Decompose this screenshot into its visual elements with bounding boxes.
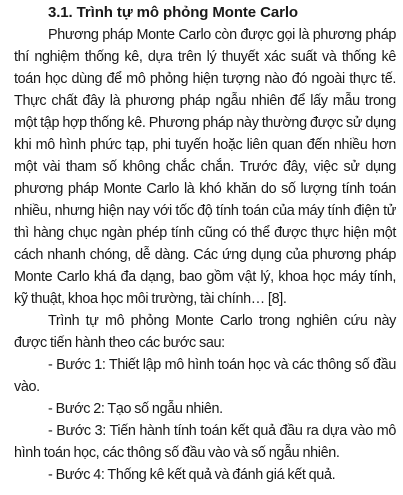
section-heading: 3.1. Trình tự mô phỏng Monte Carlo: [48, 4, 298, 21]
step-1: - Bước 1: Thiết lập mô hình toán học và các thông số đầu vào.: [14, 357, 396, 395]
step-4: - Bước 4: Thống kê kết quả và đánh giá kết quả.: [48, 467, 336, 483]
intro-paragraph: Phương pháp Monte Carlo còn được gọi là phương pháp thí nghiệm thống kê, dựa trên lý thuyết xác suất và thống kê toán học dùng để mô phỏng hiện tượng nào đó ngoài thực tế. Thực chất đây là phương pháp ngẫu nhiên để lấy mẫu trong một tập hợp thống kê. Phương pháp này thường được sử dụng khi mô hình phức tạp, phi tuyến hoặc liên quan đến nhiều hơn một vài tham số không chắc chắn. Trước đây, việc sử dụng phương pháp Monte Carlo là khó khăn do số lượng tính toán nhiều, nhưng hiện nay với tốc độ tính toán của máy tính điện tử thì hàng chục ngàn phép tính cũng có thể được thực hiện một cách nhanh chóng, dễ dàng. Các ứng dụng của phương pháp Monte Carlo khá đa dạng, bao gồm vật lý, khoa học máy tính, kỹ thuật, khoa học môi trường, tài chính… [8].: [14, 27, 396, 307]
step-2: - Bước 2: Tạo số ngẫu nhiên.: [48, 401, 223, 417]
step-3: - Bước 3: Tiến hành tính toán kết quả đầu ra dựa vào mô hình toán học, các thông số đầu vào và số ngẫu nhiên.: [14, 423, 396, 461]
procedure-paragraph: Trình tự mô phỏng Monte Carlo trong nghiên cứu này được tiến hành theo các bước sau:: [14, 313, 396, 351]
document-page: [14, 2, 396, 486]
